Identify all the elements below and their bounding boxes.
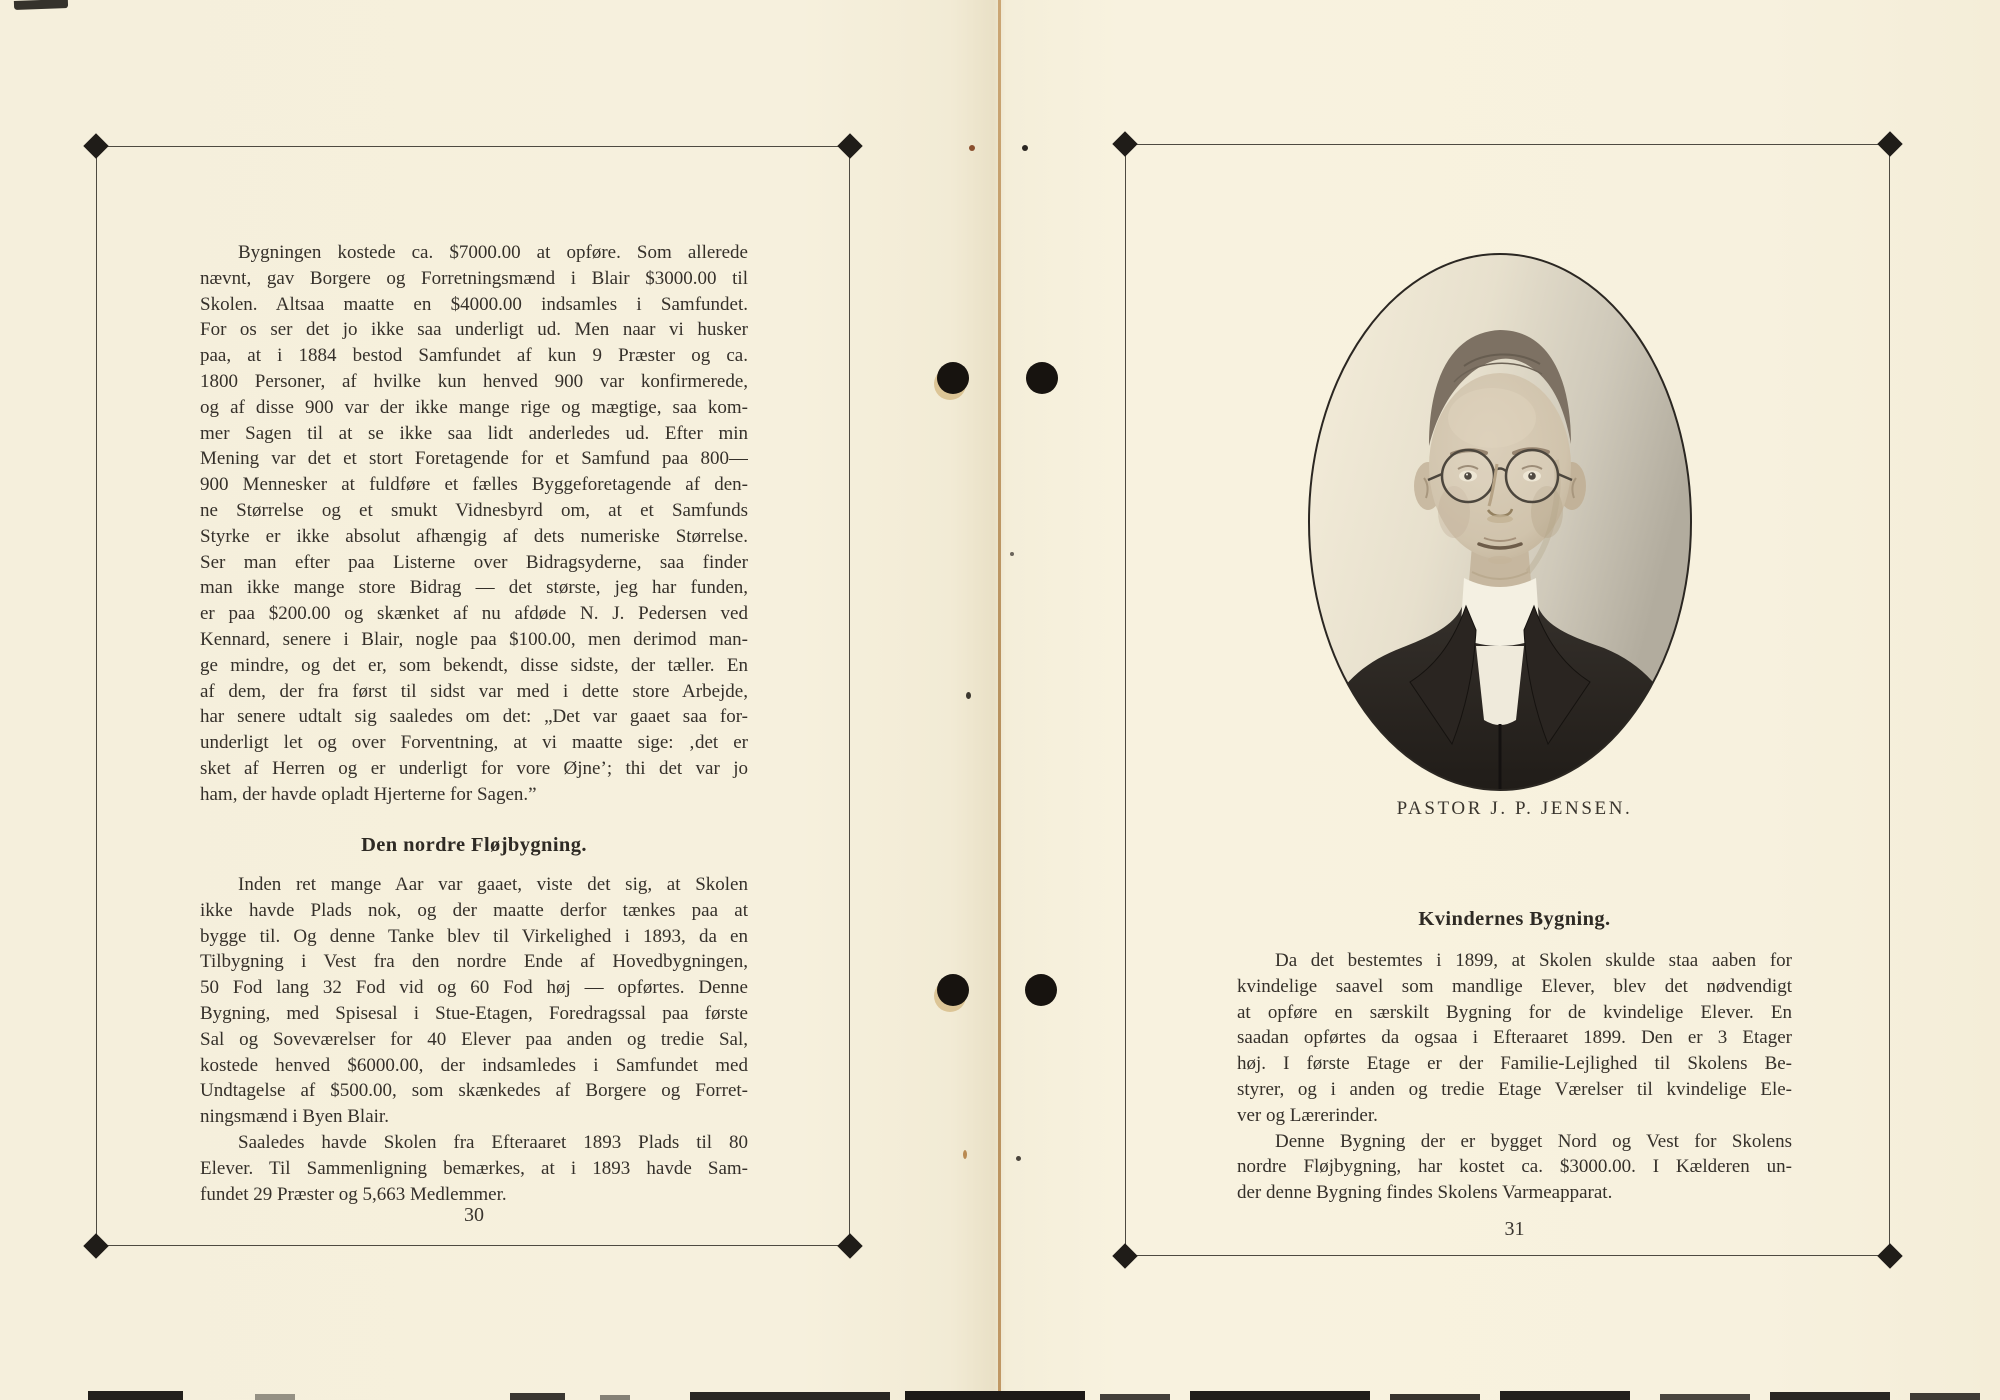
corner-diamond-icon xyxy=(1877,1243,1902,1268)
text-line: Ser man efter paa Listerne over Bidragsyderne, saa finder xyxy=(200,551,748,573)
text-line: Bygningen kostede ca. $7000.00 at opføre. Som allerede xyxy=(238,242,748,263)
text-line: Kennard, senere i Blair, nogle paa $100.00, men derimod man- xyxy=(200,628,748,650)
text-line: paa, at i 1884 bestod Samfundet af kun 9 Præster og ca. xyxy=(200,345,748,367)
text-line: nævnt, gav Borgere og Forretningsmænd i Blair $3000.00 til xyxy=(200,267,748,289)
paper-speck xyxy=(969,145,975,151)
text-line: Saaledes havde Skolen fra Efteraaret 1893 Plads til 80 xyxy=(238,1131,748,1153)
text-line: saadan opførtes da ogsaa i Efteraaret 1899. Den er 3 Etager xyxy=(1237,1027,1792,1049)
text-line: Inden ret mange Aar var gaaet, viste det sig, at Skolen xyxy=(238,874,748,895)
text-line: ningsmænd i Byen Blair. xyxy=(200,1106,389,1128)
text-line: Bygning, med Spisesal i Stue-Etagen, Foredragssal paa første xyxy=(200,1002,748,1024)
text-line: nordre Fløjbygning, har kostet ca. $3000.00. I Kælderen un- xyxy=(1237,1156,1792,1178)
text-line: Undtagelse af $500.00, som skænkedes af Borgere og Forret- xyxy=(200,1080,748,1102)
text-line: styrer, og i anden og tredie Etage Værelser til kvindelige Ele- xyxy=(1237,1078,1792,1100)
text-line: Mening var det et stort Foretagende for et Samfund paa 800— xyxy=(200,448,748,470)
text-line: Da det bestemtes i 1899, at Skolen skulde staa aaben for xyxy=(1275,950,1792,971)
punch-hole xyxy=(937,974,969,1006)
paper-speck xyxy=(1016,1156,1021,1161)
text-line: kostede henved $6000.00, der indsamledes i Samfundet med xyxy=(200,1054,748,1076)
punch-hole xyxy=(1025,974,1057,1006)
portrait-oval-image xyxy=(1304,250,1696,794)
text-line: 1800 Personer, af hvilke kun henved 900 var konfirmerede, xyxy=(200,370,748,392)
text-line: man ikke mange store Bidrag — det største, jeg har funden, xyxy=(200,577,748,599)
page-number: 31 xyxy=(1504,1218,1525,1240)
body-paragraph xyxy=(200,240,748,808)
corner-diamond-icon xyxy=(83,1233,108,1258)
text-line: For os ser det jo ikke saa underligt ud. Men naar vi husker xyxy=(200,319,748,341)
page-number: 30 xyxy=(464,1204,484,1226)
portrait-caption: PASTOR J. P. JENSEN. xyxy=(1396,798,1633,819)
text-line: 900 Mennesker at fuldføre et fælles Byggeforetagende af den- xyxy=(200,474,748,496)
text-line: ne Størrelse og et smukt Vidnesbyrd om, at et Samfunds xyxy=(200,499,748,521)
text-line: ikke havde Plads nok, og der maatte derfor tænkes paa at xyxy=(200,899,748,921)
paper-speck xyxy=(966,692,971,699)
corner-diamond-icon xyxy=(1877,131,1902,156)
paper-speck xyxy=(1010,552,1014,556)
corner-diamond-icon xyxy=(1112,131,1137,156)
text-line: høj. I første Etage er der Familie-Lejlighed til Skolens Be- xyxy=(1237,1053,1792,1075)
scan-edge-artifact xyxy=(0,1390,2000,1400)
body-paragraph xyxy=(1237,948,1792,1206)
text-line: ver og Lærerinder. xyxy=(1237,1104,1378,1126)
page-gutter-line xyxy=(998,0,1001,1400)
corner-diamond-icon xyxy=(1112,1243,1137,1268)
corner-diamond-icon xyxy=(837,1233,862,1258)
text-line: har senere udtalt sig saaledes om det: „Det var gaaet saa for- xyxy=(200,706,748,728)
text-line: Elever. Til Sammenligning bemærkes, at i 1893 havde Sam- xyxy=(200,1157,748,1179)
corner-diamond-icon xyxy=(83,133,108,158)
text-line: underligt let og over Forventning, at vi maatte sige: ‚det er xyxy=(200,732,748,754)
section-heading: Den nordre Fløjbygning. xyxy=(361,834,587,856)
punch-hole xyxy=(1026,362,1058,394)
text-line: sket af Herren og er underligt for vore Øjne’; thi det var jo xyxy=(200,757,748,779)
text-line: at opføre en særskilt Bygning for de kvindelige Elever. En xyxy=(1237,1001,1792,1023)
section-heading: Kvindernes Bygning. xyxy=(1418,908,1611,930)
corner-diamond-icon xyxy=(837,133,862,158)
text-line: ge mindre, og det er, som bekendt, disse sidste, der tæller. En xyxy=(200,654,748,676)
text-line: ham, der havde opladt Hjerterne for Sagen.” xyxy=(200,783,537,805)
text-line: bygge til. Og denne Tanke blev til Virkelighed i 1893, da en xyxy=(200,925,748,947)
paper-speck xyxy=(1022,145,1028,151)
text-line: fundet 29 Præster og 5,663 Medlemmer. xyxy=(200,1183,507,1205)
text-line: 50 Fod lang 32 Fod vid og 60 Fod høj — opførtes. Denne xyxy=(200,977,748,999)
text-line: Sal og Soveværelser for 40 Elever paa anden og tredie Sal, xyxy=(200,1028,748,1050)
text-line: der denne Bygning findes Skolens Varmeapparat. xyxy=(1237,1182,1613,1204)
paper-speck xyxy=(963,1150,967,1159)
text-line: er paa $200.00 og skænket af nu afdøde N. J. Pedersen ved xyxy=(200,603,748,625)
text-line: mer Sagen til at se ikke saa lidt anderledes ud. Efter min xyxy=(200,422,748,444)
text-line: kvindelige saavel som mandlige Elever, blev det nødvendigt xyxy=(1237,975,1792,997)
text-line: Tilbygning i Vest fra den nordre Ende af Hovedbygningen, xyxy=(200,951,748,973)
text-line: og af disse 900 var der ikke mange rige og mægtige, saa kom- xyxy=(200,396,748,418)
text-line: Skolen. Altsaa maatte en $4000.00 indsamles i Samfundet. xyxy=(200,293,748,315)
portrait-photo xyxy=(1304,250,1696,794)
text-line: Styrke er ikke absolut afhængig af dets numeriske Størrelse. xyxy=(200,525,748,547)
body-paragraph xyxy=(200,872,748,1207)
scan-mark xyxy=(14,0,68,10)
text-line: af dem, der fra først til sidst var med i dette store Arbejde, xyxy=(200,680,748,702)
text-line: Denne Bygning der er bygget Nord og Vest for Skolens xyxy=(1275,1130,1792,1152)
punch-hole xyxy=(937,362,969,394)
